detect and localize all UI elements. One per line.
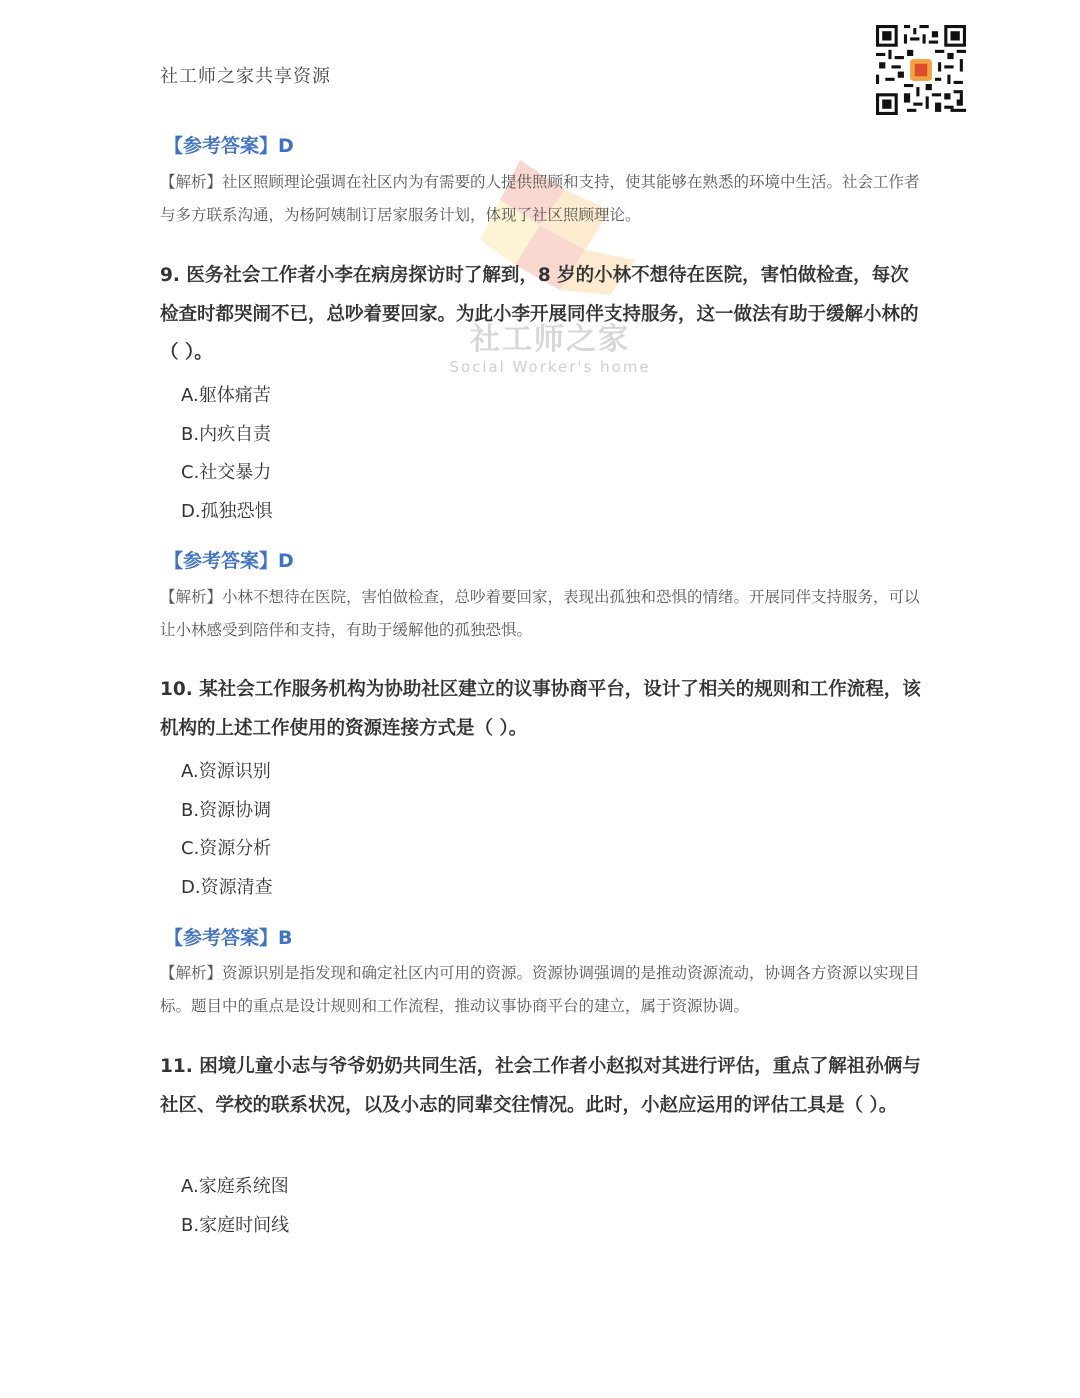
question-10-options <box>181 753 273 907</box>
question-10: 10. 某社会工作服务机构为协助社区建立的议事协商平台，设计了相关的规则和工作流程，该机构的上述工作使用的资源连接方式是（ ）。 <box>160 679 921 739</box>
option: D.资源清查 <box>181 876 273 898</box>
question-11: 11. 困境儿童小志与爷爷奶奶共同生活，社会工作者小赵拟对其进行评估，重点了解祖孙俩与社区、学校的联系状况，以及小志的同辈交往情况。此时，小赵应运用的评估工具是（ ）。 <box>160 1056 921 1116</box>
question-9-options <box>181 377 273 531</box>
option: A.资源识别 <box>181 761 271 782</box>
option: C.资源分析 <box>181 838 272 859</box>
option: A.家庭系统图 <box>181 1176 289 1197</box>
watermark-en: Social Worker's home <box>449 358 651 376</box>
option: B.资源协调 <box>181 799 272 821</box>
answer-9: 【参考答案】D <box>164 550 294 572</box>
question-11-options <box>181 1168 289 1245</box>
option: B.家庭时间线 <box>181 1214 290 1236</box>
answer-8: 【参考答案】D <box>164 135 294 157</box>
answer-10: 【参考答案】B <box>164 927 293 949</box>
option: B.内疚自责 <box>181 423 272 445</box>
question-9: 9. 医务社会工作者小李在病房探访时了解到，8 岁的小林不想待在医院，害怕做检查，每次检查时都哭闹不已，总吵着要回家。为此小李开展同伴支持服务，这一做法有助于缓解小林的（ ）。 <box>160 265 919 363</box>
analysis-8: 【解析】社区照顾理论强调在社区内为有需要的人提供照顾和支持，使其能够在熟悉的环境中生活。社会工作者与多方联系沟通，为杨阿姨制订居家服务计划，体现了社区照顾理论。 <box>160 173 920 224</box>
analysis-10: 【解析】资源识别是指发现和确定社区内可用的资源。资源协调强调的是推动资源流动，协调各方资源以实现目标。题目中的重点是设计规则和工作流程，推动议事协商平台的建立，属于资源协调。 <box>160 964 920 1015</box>
analysis-9: 【解析】小林不想待在医院，害怕做检查，总吵着要回家，表现出孤独和恐惧的情绪。开展同伴支持服务，可以让小林感受到陪伴和支持，有助于缓解他的孤独恐惧。 <box>160 588 920 639</box>
option: D.孤独恐惧 <box>181 500 273 522</box>
page-header-title: 社工师之家共享资源 <box>160 66 331 87</box>
watermark-cn: 社工师之家 <box>470 322 630 357</box>
option: C.社交暴力 <box>181 462 272 483</box>
option: A.躯体痛苦 <box>181 385 271 406</box>
